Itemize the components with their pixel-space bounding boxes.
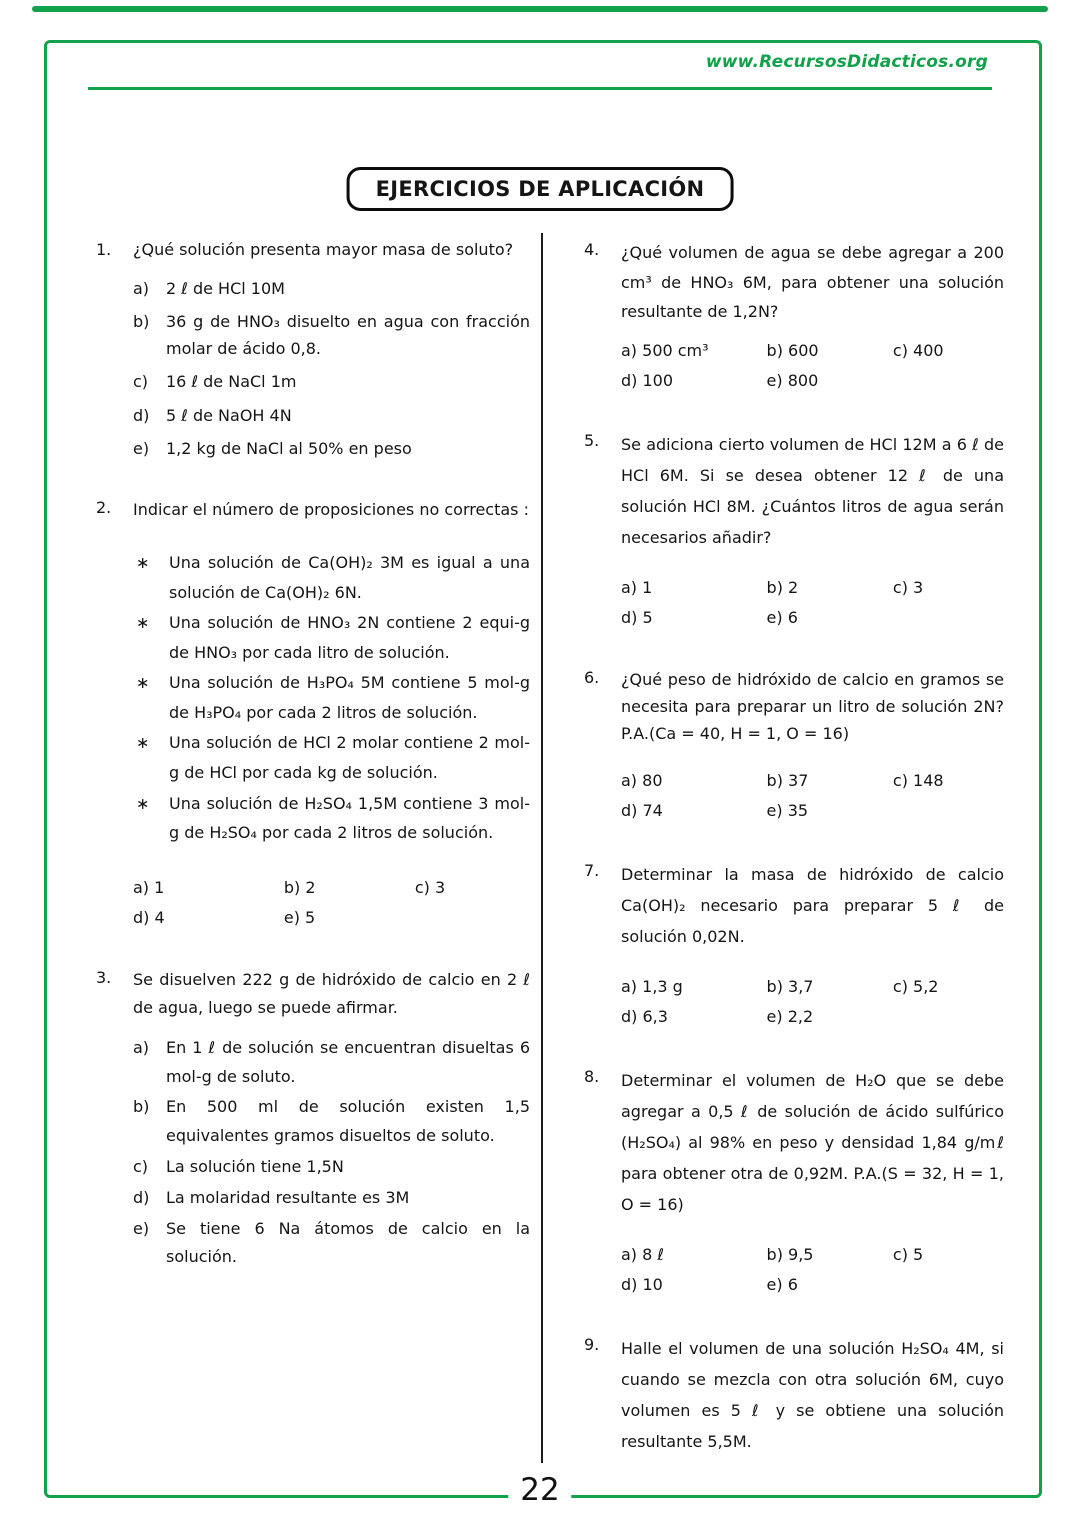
exercise-2-header [96,496,530,524]
exercise-number: 9. [584,1334,600,1354]
option-cell: a) 8 ℓ [621,1244,665,1264]
option-text: La molaridad resultante es 3M [166,1187,410,1207]
option-d [133,402,530,429]
option-text: 36 g de HNO₃ disuelto en agua con fracción molar de ácido 0,8. [166,311,530,359]
options-list [96,1034,530,1272]
option-cell: b) 37 [766,771,809,791]
option-cell: d) 6,3 [621,1006,668,1026]
proposition-text: Una solución de HCl 2 molar contiene 2 mol-g de HCl por cada kg de solución. [169,733,530,783]
asterisk-marker: ∗ [136,613,150,633]
option-cell: e) 5 [283,907,316,927]
exercise-number: 7. [584,861,600,881]
option-a [133,1034,530,1092]
option-text: En 1 ℓ de solución se encuentran disueltas 6 mol-g de soluto. [166,1037,530,1086]
options-list [96,275,530,462]
option-cell [415,906,530,930]
exercise-5 [584,429,1004,630]
exercise-9 [584,1333,1004,1458]
option-letter: e) [133,1218,150,1238]
exercise-8 [584,1065,1004,1297]
proposition-text: Una solución de H₃PO₄ 5M contiene 5 mol-g de H₃PO₄ por cada 2 litros de solución. [169,673,530,722]
asterisk-marker: ∗ [136,673,150,693]
options-grid [621,975,1004,1029]
option-text: 1,2 kg de NaCl al 50% en peso [166,438,412,458]
top-rule [32,6,1048,12]
option-cell: b) 2 [283,877,316,897]
option-cell: e) 6 [766,1274,798,1294]
propositions-list [96,548,530,848]
options-grid [621,339,1004,393]
exercise-5-header [584,429,1004,554]
option-a [133,275,530,302]
option-text: 2 ℓ de HCl 10M [166,278,285,298]
option-letter: b) [133,311,150,331]
option-cell: a) 500 cm³ [621,340,709,360]
exercise-2 [96,496,530,930]
options-grid [621,769,1004,823]
exercise-4 [584,238,1004,393]
exercise-3 [96,966,530,1272]
exercise-7 [584,859,1004,1029]
option-cell: a) 1 [133,877,165,897]
asterisk-marker: ∗ [136,733,150,753]
option-cell [893,369,1004,393]
exercise-4-header [584,238,1004,327]
option-cell: d) 100 [621,370,674,390]
exercise-6 [584,666,1004,824]
page-number: 22 [508,1472,571,1508]
proposition-text: Una solución de H₂SO₄ 1,5M contiene 3 mol-g de H₂SO₄ por cada 2 litros de solución. [169,793,530,843]
exercise-question: ¿Qué peso de hidróxido de calcio en gramos se necesita para preparar un litro de solución 2N? P.A.(Ca = 40, H = 1, O = 16) [621,669,1004,743]
proposition-text: Una solución de HNO₃ 2N contiene 2 equi-g de HNO₃ por cada litro de solución. [169,613,530,662]
option-d [133,1184,530,1213]
option-cell: b) 9,5 [766,1244,814,1264]
option-letter: d) [133,405,150,425]
exercise-question: Halle el volumen de una solución H₂SO₄ 4M, si cuando se mezcla con otra solución 6M, cuyo volumen es 5 ℓ y se obtiene una solución resultante 5,5M. [621,1338,1004,1452]
options-grid [133,876,530,930]
option-letter: c) [133,372,149,392]
exercise-number: 3. [96,967,112,987]
column-divider [541,233,543,1463]
exercise-1 [96,238,530,462]
exercise-number: 6. [584,667,600,687]
option-text: Se tiene 6 Na átomos de calcio en la solución. [166,1218,530,1267]
option-c [133,368,530,395]
option-text: 5 ℓ de NaOH 4N [166,405,292,425]
proposition [133,548,530,607]
exercise-question: Determinar el volumen de H₂O que se debe agregar a 0,5 ℓ de solución de ácido sulfúrico (H₂SO₄) al 98% en peso y densidad 1,84 g/mℓ para obtener otra de 0,92M. P.A.(S = 32, H = 1, O = 16) [621,1070,1004,1215]
option-letter: c) [133,1157,149,1177]
page-title: EJERCICIOS DE APLICACIÓN [347,167,734,211]
option-text: En 500 ml de solución existen 1,5 equivalentes gramos disueltos de soluto. [166,1097,530,1146]
proposition-text: Una solución de Ca(OH)₂ 3M es igual a una solución de Ca(OH)₂ 6N. [169,552,530,602]
option-cell: d) 5 [621,607,653,627]
option-cell: c) 3 [414,877,446,897]
option-b [133,308,530,362]
website-url: www.RecursosDidacticos.org [705,52,988,72]
option-cell: c) 400 [892,340,944,360]
proposition [133,608,530,667]
option-cell: d) 10 [621,1274,663,1294]
option-cell: b) 600 [766,340,819,360]
option-e [133,1215,530,1273]
option-cell: c) 5 [892,1244,924,1264]
exercise-9-header [584,1333,1004,1458]
asterisk-marker: ∗ [136,552,150,572]
option-cell: c) 148 [892,771,944,791]
option-cell: d) 74 [621,801,663,821]
options-grid [621,576,1004,630]
option-cell [893,799,1004,823]
option-letter: a) [133,1037,150,1057]
exercise-question: Determinar la masa de hidróxido de calcio Ca(OH)₂ necesario para preparar 5 ℓ de solución 0,02N. [621,865,1004,947]
option-letter: b) [133,1097,150,1117]
option-cell: e) 6 [766,607,798,627]
exercise-3-header [96,966,530,1022]
exercise-7-header [584,859,1004,953]
option-cell: b) 3,7 [766,976,814,996]
exercise-number: 4. [584,240,600,259]
option-cell: a) 1 [621,577,653,597]
option-cell: b) 2 [766,577,799,597]
exercise-number: 2. [96,497,112,517]
exercise-question: Se disuelven 222 g de hidróxido de calcio en 2 ℓ de agua, luego se puede afirmar. [133,969,530,1017]
option-b [133,1093,530,1151]
proposition [133,728,530,787]
option-letter: d) [133,1187,150,1207]
exercise-number: 5. [584,430,600,450]
option-text: 16 ℓ de NaCl 1m [166,372,297,392]
option-cell: e) 35 [766,801,809,821]
exercise-8-header [584,1065,1004,1221]
exercise-1-header [96,238,530,263]
option-cell: e) 2,2 [766,1006,814,1026]
exercise-number: 1. [96,240,112,259]
exercise-question: Indicar el número de proposiciones no correctas : [133,499,529,519]
exercise-number: 8. [584,1066,600,1086]
proposition [133,668,530,727]
left-column [96,238,530,1272]
exercise-question: ¿Qué solución presenta mayor masa de soluto? [133,240,514,259]
option-text: La solución tiene 1,5N [166,1157,344,1177]
exercise-question: Se adiciona cierto volumen de HCl 12M a 6 ℓ de HCl 6M. Si se desea obtener 12 ℓ de una solución HCl 8M. ¿Cuántos litros de agua serán necesarios añadir? [621,434,1004,548]
option-cell: c) 5,2 [892,976,939,996]
option-c [133,1153,530,1182]
option-letter: e) [133,438,150,458]
option-cell [893,1005,1004,1029]
asterisk-marker: ∗ [136,793,150,813]
option-cell: e) 800 [766,370,819,390]
right-column [584,238,1004,1457]
proposition [133,789,530,848]
option-letter: a) [133,278,150,298]
exercise-question: ¿Qué volumen de agua se debe agregar a 200 cm³ de HNO₃ 6M, para obtener una solución resultante de 1,2N? [621,243,1004,322]
header-rule [88,87,992,90]
option-cell: c) 3 [892,577,924,597]
options-grid [621,1243,1004,1297]
option-cell [893,1273,1004,1297]
option-cell: d) 4 [133,907,165,927]
option-cell: a) 80 [621,771,663,791]
exercise-6-header [584,666,1004,748]
option-cell [893,606,1004,630]
option-e [133,435,530,462]
option-cell: a) 1,3 g [621,976,683,996]
